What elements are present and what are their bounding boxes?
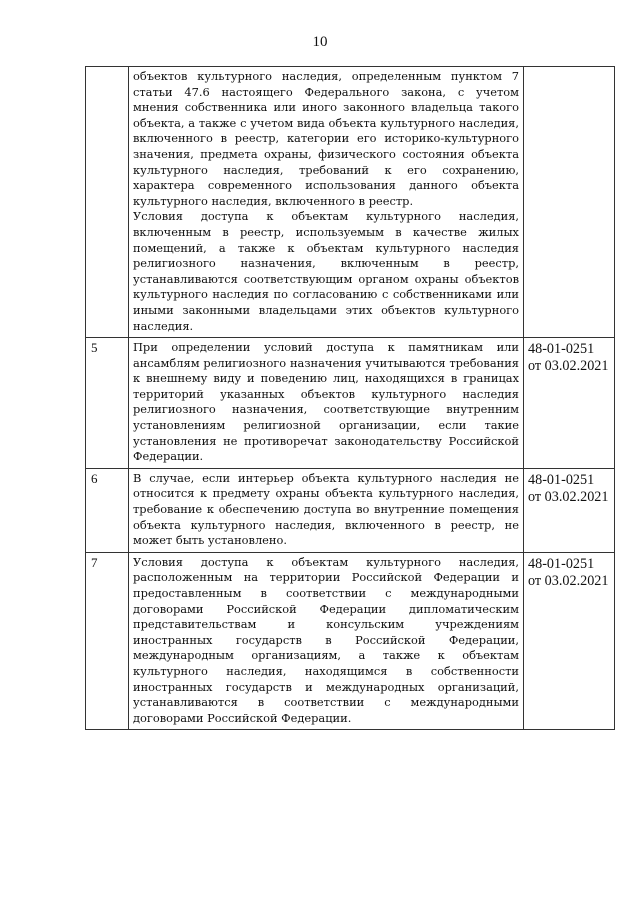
table-row (86, 552, 615, 730)
paragraph: Условия доступа к объектам культурного наследия, расположенным на территории Российской Федерации и предоставленным в соответствии с международными договорами Российской Федерации дипломатическим представительствам и консульским учреждениям иностранных государств в Российской Федерации, международным организациям, а также к объектам культурного наследия, находящимся в собственности иностранных государств и международных организаций, устанавливаются в соответствии с международными договорами Российской Федерации. (133, 554, 519, 725)
paragraph: В случае, если интерьер объекта культурного наследия не относится к предмету охраны объекта культурного наследия, требование к обеспечению доступа во внутренние помещения объекта культурного наследия, включенного в реестр, не может быть установлено. (133, 470, 519, 548)
row-reference-cell (524, 468, 615, 552)
page-number: 10 (312, 34, 328, 50)
row-number-cell: 7 (86, 552, 129, 730)
row-reference-cell (524, 67, 615, 338)
row-number-cell: 6 (86, 468, 129, 552)
row-number-cell (86, 67, 129, 338)
table-row (86, 338, 615, 469)
requirements-table (85, 66, 615, 730)
reference-date: от 03.02.2021 (528, 572, 609, 589)
reference-code: 48-01-0251 (528, 471, 595, 488)
table-row (86, 67, 615, 338)
reference-code: 48-01-0251 (528, 341, 595, 358)
reference-date: от 03.02.2021 (528, 358, 609, 375)
table-row (86, 468, 615, 552)
reference-date: от 03.02.2021 (528, 488, 609, 505)
row-reference-cell (524, 552, 615, 730)
row-text-cell (129, 552, 524, 730)
row-text-cell (129, 338, 524, 469)
row-number-cell: 5 (86, 338, 129, 469)
row-text-cell (129, 67, 524, 338)
reference-code: 48-01-0251 (528, 555, 595, 572)
row-reference-cell (524, 338, 615, 469)
row-text-cell (129, 468, 524, 552)
paragraph: объектов культурного наследия, определенным пунктом 7 статьи 47.6 настоящего Федерального закона, с учетом мнения собственника или иного законного владельца такого объекта, а также с учетом вида объекта культурного наследия, включенного в реестр, категории его историко-культурного значения, предмета охраны, физического состояния объекта культурного наследия, требований к его сохранению, характера современного использования данного объекта культурного наследия, включенного в реестр. (133, 69, 519, 208)
paragraph: При определении условий доступа к памятникам или ансамблям религиозного назначения учитываются требования к внешнему виду и поведению лиц, находящихся в границах территорий указанных объектов культурного наследия религиозного назначения, соответствующие внутренним установлениям религиозной организации, если такие установления не противоречат законодательству Российской Федерации. (133, 340, 519, 464)
paragraph: Условия доступа к объектам культурного наследия, включенным в реестр, используемым в качестве жилых помещений, а также к объектам культурного наследия религиозного назначения, включенным в реестр, устанавливаются соответствующим органом охраны объектов культурного наследия по согласованию с собственниками или иными законными владельцами этих объектов культурного наследия. (133, 209, 519, 333)
